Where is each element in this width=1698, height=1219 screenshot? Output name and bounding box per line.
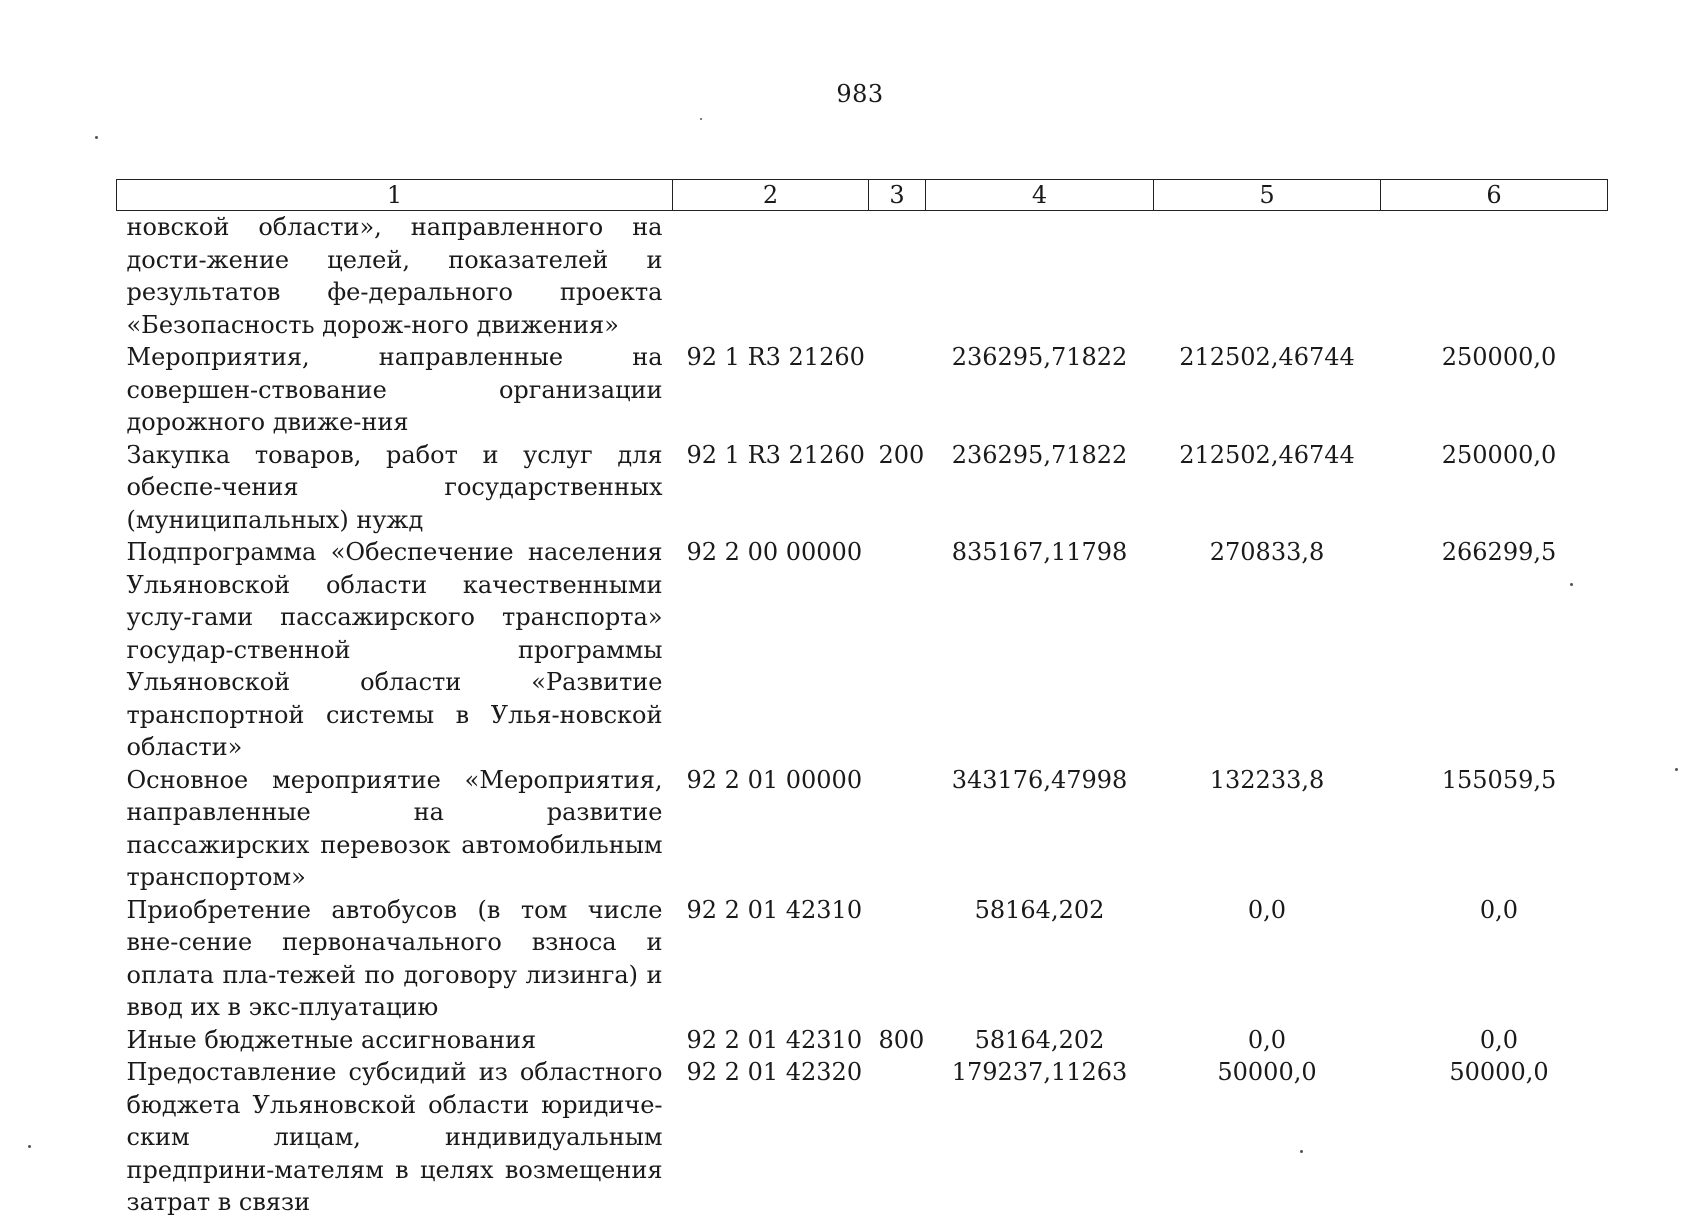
row-amount-col6: 50000,0 [1449, 1058, 1549, 1086]
budget-table [116, 179, 1608, 1219]
row-amount-col5: 0,0 [1247, 1025, 1287, 1054]
row-description: Мероприятия, направленные на совершен-ствование организации дорожного движе-ния [126, 343, 663, 436]
row-amount-col4: 236295,71822 [951, 343, 1128, 371]
scan-speck [95, 136, 98, 139]
row-target-code: 92 2 01 42320 [686, 1058, 863, 1086]
row-expense-type [869, 536, 926, 764]
row-target-code: 92 1 R3 21260 [686, 440, 865, 469]
row-target-code: 92 2 01 42310 [686, 895, 863, 924]
row-amount-col6: 266299,5 [1441, 538, 1557, 566]
column-header-4: 4 [926, 180, 1154, 211]
scan-speck [1675, 768, 1678, 771]
row-amount-col4: 179237,11263 [951, 1058, 1128, 1086]
row-target-code: 92 1 R3 21260 [686, 343, 865, 371]
row-amount-col6: 250000,0 [1441, 343, 1557, 371]
table-row [117, 341, 1608, 439]
table-row [117, 764, 1608, 894]
scan-speck [1570, 583, 1573, 586]
row-description: новской области», направленного на дости-жение целей, показателей и результатов фе-дерального проекта «Безопасность дорож-ного движения» [126, 213, 663, 339]
row-amount-col6: 155059,5 [1441, 765, 1557, 794]
table-row [117, 211, 1608, 342]
row-description: Иные бюджетные ассигнования [126, 1025, 537, 1054]
row-expense-type [869, 211, 926, 342]
row-amount-col4: 343176,47998 [951, 765, 1128, 794]
table-row [117, 1024, 1608, 1057]
column-header-6: 6 [1381, 180, 1608, 211]
row-amount-col4 [926, 211, 1154, 342]
row-amount-col4: 58164,202 [974, 895, 1105, 924]
row-amount-col4: 58164,202 [974, 1025, 1105, 1054]
row-description: Основное мероприятие «Мероприятия, направленные на развитие пассажирских перевозок автомобильным транспортом» [126, 765, 663, 891]
row-amount-col6: 0,0 [1479, 895, 1519, 924]
table-row [117, 894, 1608, 1024]
row-amount-col4: 236295,71822 [951, 440, 1128, 469]
row-description: Предоставление субсидий из областного бюджета Ульяновской области юридиче-ским лицам, индивидуальным предприни-мателям в целях возмещения затрат в связи [126, 1058, 663, 1216]
column-header-2: 2 [673, 180, 869, 211]
row-amount-col5: 132233,8 [1209, 765, 1325, 794]
scan-speck [1300, 1150, 1303, 1153]
row-amount-col6 [1381, 211, 1608, 342]
row-expense-type [869, 1056, 926, 1219]
column-header-3: 3 [869, 180, 926, 211]
row-target-code: 92 2 01 42310 [686, 1025, 863, 1054]
row-target-code: 92 2 01 00000 [686, 765, 863, 794]
scan-speck [28, 1145, 31, 1148]
scan-speck [700, 118, 702, 120]
row-amount-col4: 835167,11798 [951, 538, 1128, 566]
row-expense-type [869, 341, 926, 439]
table-row [117, 1056, 1608, 1219]
column-header-1: 1 [117, 180, 673, 211]
row-description: Закупка товаров, работ и услуг для обеспе-чения государственных (муниципальных) нужд [126, 440, 663, 534]
row-amount-col5 [1154, 211, 1381, 342]
row-amount-col6: 0,0 [1479, 1025, 1519, 1054]
table-row [117, 439, 1608, 537]
row-amount-col6: 250000,0 [1441, 440, 1557, 469]
row-expense-type: 200 [878, 440, 925, 469]
column-header-5: 5 [1154, 180, 1381, 211]
row-amount-col5: 0,0 [1247, 895, 1287, 924]
row-amount-col5: 50000,0 [1217, 1058, 1317, 1086]
row-expense-type: 800 [878, 1025, 925, 1054]
row-amount-col5: 270833,8 [1209, 538, 1325, 566]
row-amount-col5: 212502,46744 [1179, 440, 1355, 469]
row-expense-type [869, 764, 926, 894]
table-row [117, 536, 1608, 764]
table-header-row [117, 180, 1608, 211]
row-target-code [673, 211, 869, 342]
row-description: Приобретение автобусов (в том числе вне-сение первоначального взноса и оплата пла-тежей по договору лизинга) и ввод их в экс-плуатацию [126, 895, 663, 1021]
row-description: Подпрограмма «Обеспечение населения Ульяновской области качественными услу-гами пассажирского транспорта» государ-ственной программы Ульяновской области «Развитие транспортной системы в Улья-новской области» [126, 538, 663, 761]
row-expense-type [869, 894, 926, 1024]
row-amount-col5: 212502,46744 [1179, 343, 1355, 371]
page-number: 983 [836, 80, 884, 108]
row-target-code: 92 2 00 00000 [686, 538, 863, 566]
